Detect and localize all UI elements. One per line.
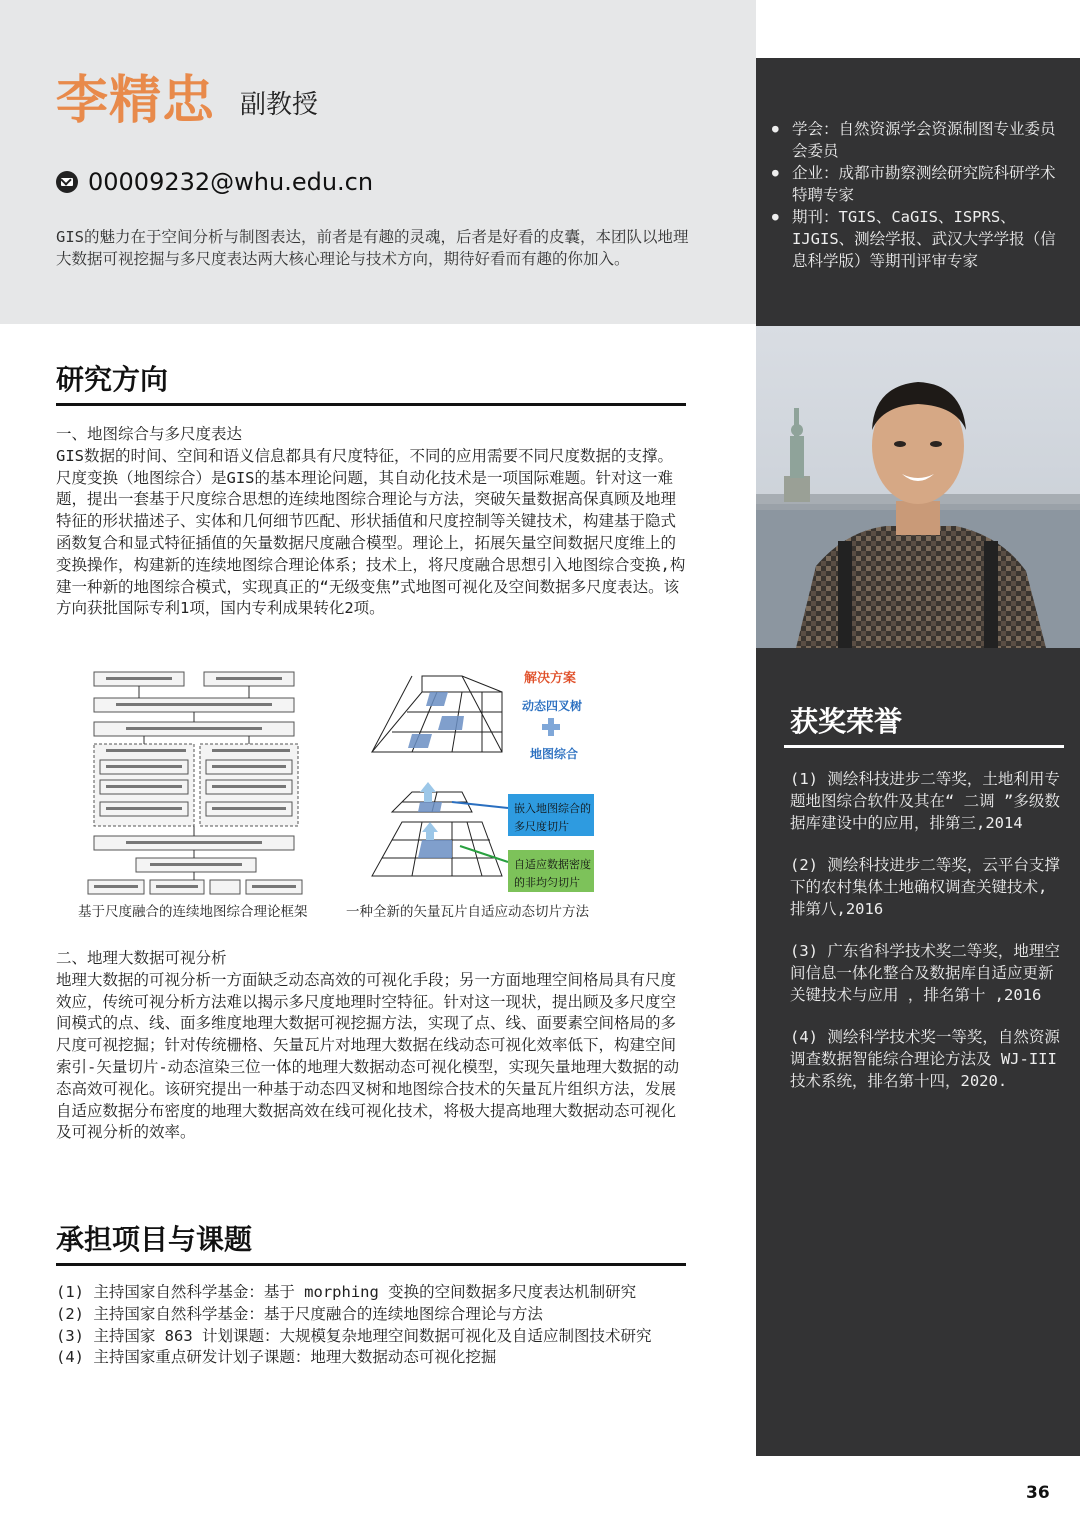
person-title: 副教授 <box>240 90 319 120</box>
award-item: (3) 广东省科学技术奖二等奖，地理空间信息一体化整合及数据库自适应更新关键技术与应用 ，排名第十 ,2016 <box>790 942 1060 1004</box>
award-item: (4) 测绘科学技术奖一等奖，自然资源调查数据智能综合理论方法及 WJ-III 技术系统，排名第十四，2020. <box>790 1028 1060 1090</box>
project-item: (4) 主持国家重点研发计划子课题：地理大数据动态可视化挖掘 <box>56 1348 497 1367</box>
intro-text: GIS的魅力在于空间分析与制图表达，前者是有趣的灵魂，后者是好看的皮囊，本团队以地理大数据可视挖掘与多尺度表达两大核心理论与技术方向，期待好看而有趣的你加入。 <box>56 228 689 268</box>
research-dir2 <box>56 948 688 1144</box>
fig1-caption: 基于尺度融合的连续地图综合理论框架 <box>78 904 308 920</box>
dir2-body: 地理大数据的可视分析一方面缺乏动态高效的可视化手段；另一方面地理空间格局具有尺度效应，传统可视分析方法难以揭示多尺度地理时空特征。针对这一现状，提出顾及多尺度空间模式的点、线、面多维度地理大数据可视挖掘方法，实现了点、线、面要素空间格局的多尺度可视挖掘；针对传统栅格、矢量瓦片对地理大数据在线动态可视化效率低下，构建空间索引-矢量切片-动态渲染三位一体的地理大数据动态可视化模型，实现矢量地理大数据的动态高效可视化。该研究提出一种基于动态四叉树和地图综合技术的矢量瓦片组织方法，发展自适应数据分布密度的地理大数据高效在线可视化技术，将极大提高地理大数据动态可视化及可视分析的效率。 <box>56 970 680 1142</box>
award-item: (2) 测绘科技进步二等奖，云平台支撑下的农村集体土地确权调查关键技术,排第八,2016 <box>790 856 1060 918</box>
awards-list <box>790 768 1060 1112</box>
portrait-photo <box>756 326 1080 648</box>
page-number: 36 <box>1026 1483 1050 1503</box>
dir1-heading: 一、地图综合与多尺度表达 <box>56 425 243 443</box>
person-name: 李精忠 <box>56 71 216 131</box>
email-address[interactable]: 00009232@whu.edu.cn <box>88 168 374 196</box>
fig2-caption: 一种全新的矢量瓦片自适应动态切片方法 <box>346 904 589 920</box>
tiling-diagram <box>352 662 612 898</box>
dir2-heading: 二、地理大数据可视分析 <box>56 949 227 967</box>
awards-divider <box>784 745 1064 748</box>
header-band <box>0 0 756 324</box>
quadtree-label: 动态四叉树 <box>522 699 583 713</box>
project-item: (3) 主持国家 863 计划课题：大规模复杂地理空间数据可视化及自适应制图技术研究 <box>56 1326 652 1345</box>
projects-divider <box>56 1263 686 1266</box>
generalization-label: 地图综合 <box>530 747 579 761</box>
affiliation-item: ● 企业：成都市勘察测绘研究院科研学术特聘专家 <box>772 162 1068 206</box>
research-heading: 研究方向 <box>56 363 169 396</box>
mail-icon <box>56 171 78 193</box>
box2-line: 自适应数据密度 的非均匀切片 <box>514 858 591 889</box>
projects-list <box>56 1282 688 1369</box>
awards-heading: 获奖荣誉 <box>790 705 903 738</box>
email-row[interactable] <box>56 168 373 196</box>
affiliation-item: ● 学会：自然资源学会资源制图专业委员会委员 <box>772 118 1068 162</box>
research-divider <box>56 403 686 406</box>
affiliation-list <box>772 118 1068 272</box>
framework-diagram <box>86 668 314 898</box>
dir1-body: GIS数据的时间、空间和语义信息都具有尺度特征，不同的应用需要不同尺度数据的支撑。尺度变换（地图综合）是GIS的基本理论问题，其自动化技术是一项国际难题。针对这一难题，提出一套基于尺度综合思想的连续地图综合理论与方法，突破矢量数据高保真顾及地理特征的形状描述子、实体和几何细节匹配、形状插值和尺度控制等关键技术，构建基于隐式函数复合和显式特征插值的矢量数据尺度融合模型。理论上，拓展矢量空间数据尺度维上的变换操作，构建新的连续地图综合理论体系；技术上，将尺度融合思想引入地图综合变换,构建一种新的地图综合模式，实现真正的“无级变焦”式地图可视化及空间数据多尺度表达。该方向获批国际专利1项，国内专利成果转化2项。 <box>56 446 686 618</box>
project-item: (1) 主持国家自然科学基金：基于 morphing 变换的空间数据多尺度表达机制研究 <box>56 1283 637 1301</box>
award-item: (1) 测绘科技进步二等奖，土地利用专题地图综合软件及其在“ 二调 ”多级数据库建设中的应用，排第三,2014 <box>790 770 1060 832</box>
project-item: (2) 主持国家自然科学基金：基于尺度融合的连续地图综合理论与方法 <box>56 1304 543 1323</box>
solution-label: 解决方案 <box>524 671 577 686</box>
projects-heading: 承担项目与课题 <box>56 1223 253 1256</box>
box1-line: 嵌入地图综合的 多尺度切片 <box>514 802 591 833</box>
affiliation-item: ● 期刊：TGIS、CaGIS、ISPRS、IJGIS、测绘学报、武汉大学学报（信息科学版）等期刊评审专家 <box>772 206 1068 272</box>
research-dir1 <box>56 424 688 620</box>
